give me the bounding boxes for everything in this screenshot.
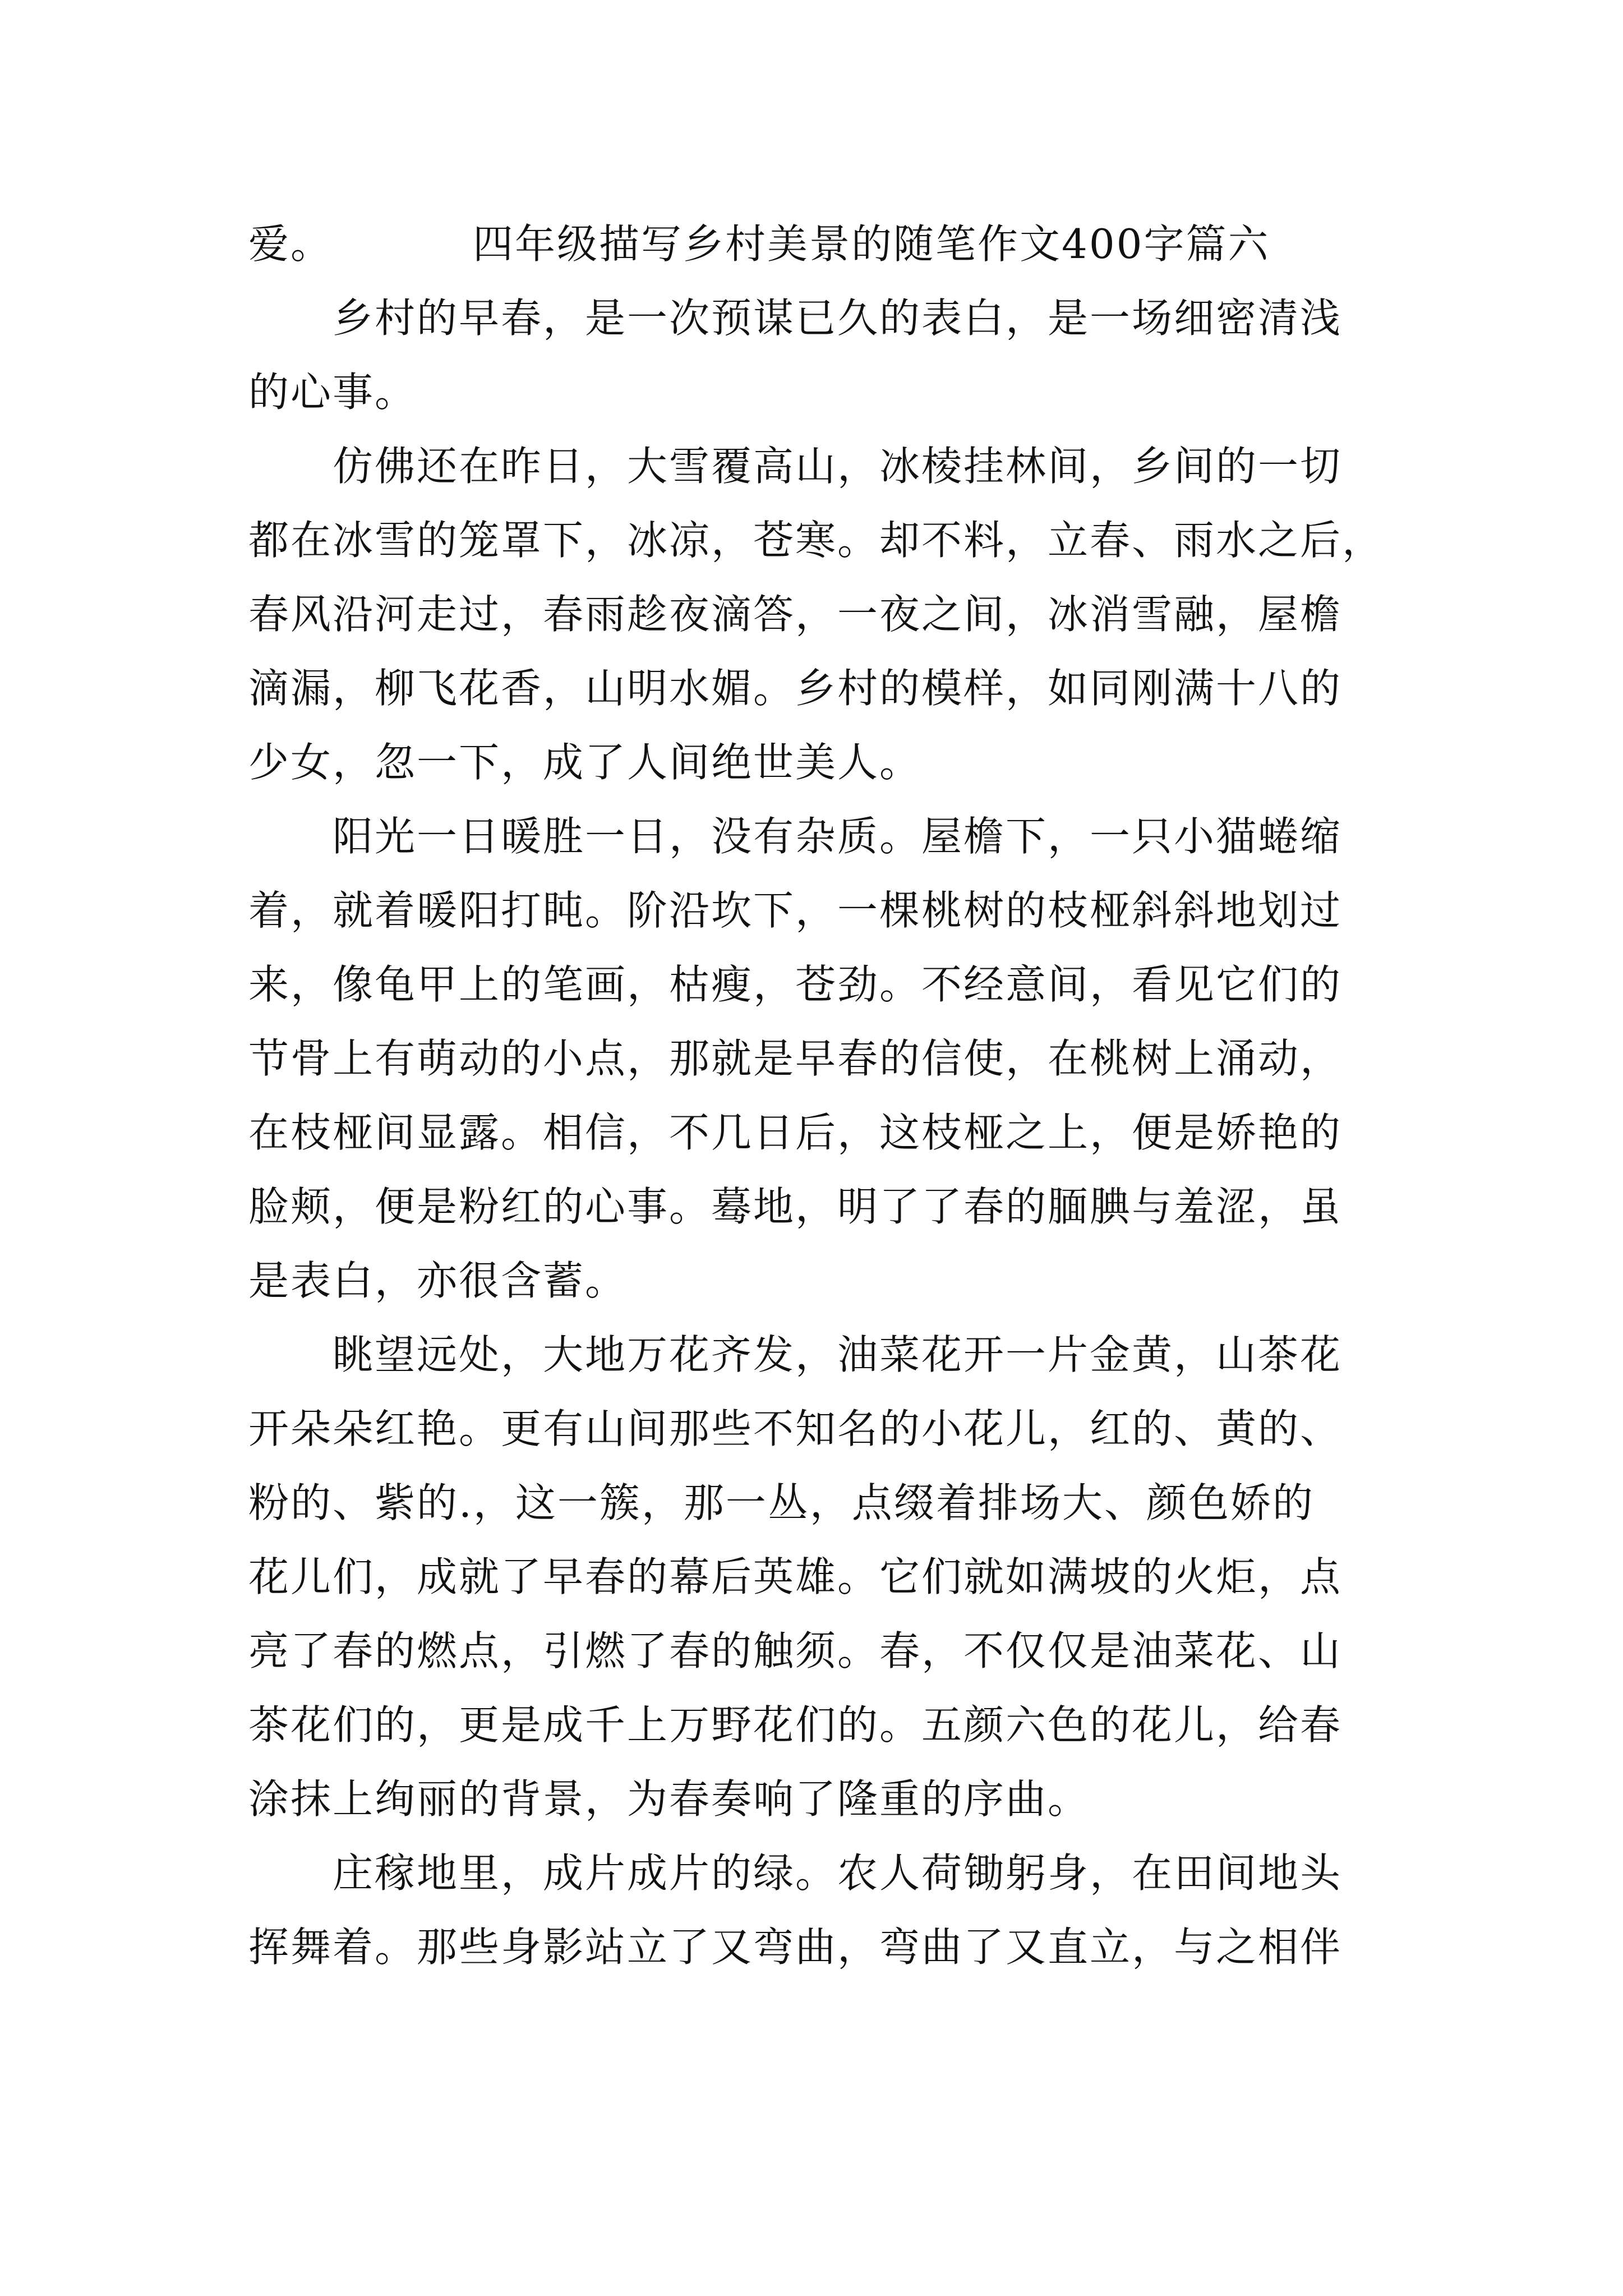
text-line: 花儿们，成就了早春的幕后英雄。它们就如满坡的火炬，点 — [248, 1553, 1343, 1600]
text-line: 庄稼地里，成片成片的绿。农人荷锄躬身，在田间地头 — [248, 1849, 1343, 1897]
text-line: 茶花们的，更是成千上万野花们的。五颜六色的花儿，给春 — [248, 1701, 1343, 1749]
first-line — [248, 219, 1270, 269]
text-line: 开朵朵红艳。更有山间那些不知名的小花儿，红的、黄的、 — [248, 1405, 1343, 1452]
text-line: 是表白，亦很含蓄。 — [248, 1257, 628, 1304]
text-line: 仿佛还在昨日，大雪覆高山，冰棱挂林间，乡间的一切 — [248, 443, 1343, 490]
text-line: 涂抹上绚丽的背景，为春奏响了隆重的序曲。 — [248, 1775, 1090, 1823]
text-line: 少女，忽一下，成了人间绝世美人。 — [248, 739, 922, 786]
text-line: 眺望远处，大地万花齐发，油菜花开一片金黄，山茶花 — [248, 1331, 1343, 1378]
text-line: 脸颊，便是粉红的心事。蓦地，明了了春的腼腆与羞涩，虽 — [248, 1183, 1343, 1230]
text-line: 滴漏，柳飞花香，山明水媚。乡村的模样，如同刚满十八的 — [248, 665, 1343, 712]
text-line: 亮了春的燃点，引燃了春的触须。春，不仅仅是油菜花、山 — [248, 1627, 1343, 1674]
text-line: 挥舞着。那些身影站立了又弯曲，弯曲了又直立，与之相伴 — [248, 1924, 1343, 1971]
essay-heading: 四年级描写乡村美景的随笔作文400字篇六 — [473, 220, 1270, 268]
text-line: 乡村的早春，是一次预谋已久的表白，是一场细密清浅 — [248, 295, 1343, 342]
text-line: 在枝桠间显露。相信，不几日后，这枝桠之上，便是娇艳的 — [248, 1109, 1343, 1156]
text-line: 来，像龟甲上的笔画，枯瘦，苍劲。不经意间，看见它们的 — [248, 961, 1343, 1008]
first-line-prefix: 爱。 — [248, 220, 333, 268]
text-line: 的心事。 — [248, 369, 417, 416]
text-line: 粉的、紫的.，这一簇，那一丛，点缀着排场大、颜色娇的 — [248, 1479, 1315, 1526]
text-line: 都在冰雪的笼罩下，冰凉，苍寒。却不料，立春、雨水之后， — [248, 517, 1385, 564]
text-line: 节骨上有萌动的小点，那就是早春的信使，在桃树上涌动， — [248, 1035, 1343, 1082]
text-line: 着，就着暖阳打盹。阶沿坎下，一棵桃树的枝桠斜斜地划过 — [248, 887, 1343, 934]
text-line: 春风沿河走过，春雨趁夜滴答，一夜之间，冰消雪融，屋檐 — [248, 591, 1343, 638]
text-line: 阳光一日暖胜一日，没有杂质。屋檐下，一只小猫蜷缩 — [248, 813, 1343, 860]
